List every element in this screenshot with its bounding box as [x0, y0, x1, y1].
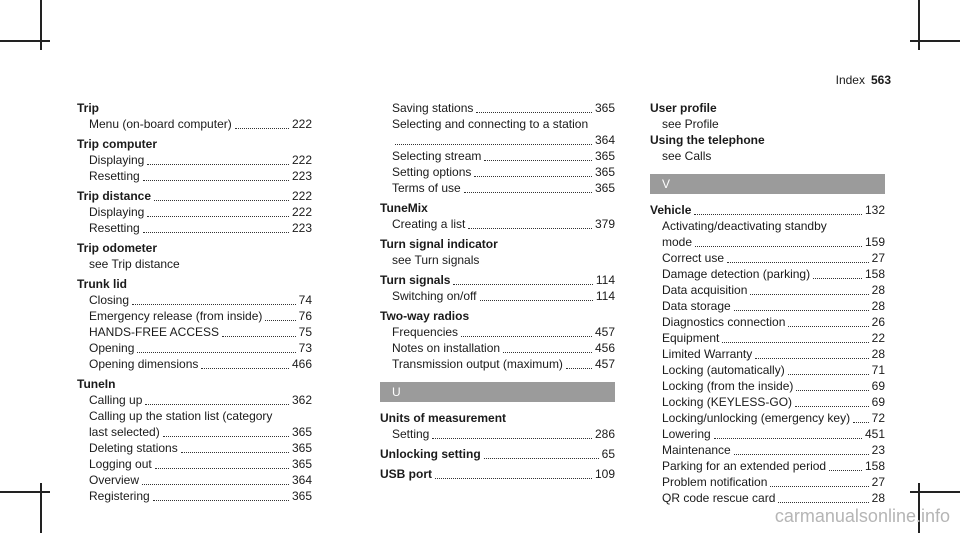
index-entry[interactable]: Resetting 223 — [89, 221, 312, 235]
index-entry[interactable]: Correct use 27 — [662, 251, 885, 265]
index-heading-entry[interactable]: Unlocking setting 65 — [380, 447, 615, 461]
index-column-2 — [380, 100, 615, 482]
index-entry[interactable]: Diagnostics connection 26 — [662, 315, 885, 329]
index-heading: Two-way radios — [380, 309, 470, 323]
header-label: Index — [835, 73, 865, 87]
index-entry[interactable]: Lowering 451 — [662, 427, 885, 441]
index-entry[interactable]: Data storage 28 — [662, 299, 885, 313]
index-entry[interactable]: Locking/unlocking (emergency key) 72 — [662, 411, 885, 425]
index-entry[interactable]: QR code rescue card 28 — [662, 491, 885, 505]
crop-mark — [40, 0, 42, 50]
index-entry[interactable]: Locking (KEYLESS-GO) 69 — [662, 395, 885, 409]
index-entry[interactable]: last selected) 365 — [89, 425, 312, 439]
index-entry[interactable]: Closing 74 — [89, 293, 312, 307]
index-heading: Trip odometer — [77, 241, 158, 255]
crop-mark — [910, 40, 960, 42]
index-heading: Units of measurement — [380, 411, 507, 425]
section-letter-u: U — [380, 382, 615, 402]
index-entry[interactable]: Limited Warranty 28 — [662, 347, 885, 361]
index-entry[interactable]: Emergency release (from inside) 76 — [89, 309, 312, 323]
index-entry[interactable]: Logging out 365 — [89, 457, 312, 471]
index-entry[interactable]: Displaying 222 — [89, 153, 312, 167]
index-entry-line: Selecting and connecting to a station — [392, 117, 589, 131]
index-entry[interactable]: Opening 73 — [89, 341, 312, 355]
index-heading-entry[interactable]: USB port 109 — [380, 467, 615, 481]
index-entry[interactable]: Saving stations 365 — [392, 101, 615, 115]
see-reference[interactable]: see Profile — [662, 117, 719, 131]
index-heading: Trunk lid — [77, 277, 128, 291]
index-entry[interactable]: 364 — [380, 132, 615, 148]
index-entry[interactable]: Locking (from the inside) 69 — [662, 379, 885, 393]
index-entry[interactable]: Terms of use 365 — [392, 181, 615, 195]
index-entry[interactable]: Locking (automatically) 71 — [662, 363, 885, 377]
index-entry[interactable]: Data acquisition 28 — [662, 283, 885, 297]
crop-mark — [910, 491, 960, 493]
index-entry[interactable]: Selecting stream 365 — [392, 149, 615, 163]
section-letter-v: V — [650, 174, 885, 194]
index-entry[interactable]: Switching on/off 114 — [392, 289, 615, 303]
index-entry[interactable]: mode 159 — [662, 235, 885, 249]
index-entry[interactable]: Calling up 362 — [89, 393, 312, 407]
index-entry[interactable]: Opening dimensions 466 — [89, 357, 312, 371]
crop-mark — [918, 0, 920, 50]
index-entry[interactable]: HANDS-FREE ACCESS 75 — [89, 325, 312, 339]
index-entry[interactable]: Problem notification 27 — [662, 475, 885, 489]
index-entry[interactable]: Maintenance 23 — [662, 443, 885, 457]
index-entry[interactable]: Overview 364 — [89, 473, 312, 487]
index-entry[interactable]: Damage detection (parking) 158 — [662, 267, 885, 281]
index-heading: TuneIn — [77, 377, 116, 391]
index-heading: Trip computer — [77, 137, 158, 151]
index-entry[interactable]: Parking for an extended period 158 — [662, 459, 885, 473]
index-heading: User profile — [650, 101, 717, 115]
crop-mark — [0, 40, 50, 42]
index-entry[interactable]: Registering 365 — [89, 489, 312, 503]
page-header — [836, 73, 891, 87]
index-entry[interactable]: Creating a list 379 — [392, 217, 615, 231]
index-heading-entry[interactable]: Trip distance 222 — [77, 189, 312, 203]
index-entry-line: Calling up the station list (category — [89, 409, 273, 423]
index-entry[interactable]: Displaying 222 — [89, 205, 312, 219]
watermark: carmanualsonline.info — [774, 506, 950, 526]
index-heading-entry[interactable]: Turn signals 114 — [380, 273, 615, 287]
see-reference[interactable]: see Turn signals — [392, 253, 480, 267]
index-entry[interactable]: Setting 286 — [392, 427, 615, 441]
index-heading-entry[interactable]: Vehicle 132 — [650, 203, 885, 217]
index-heading: TuneMix — [380, 201, 428, 215]
index-entry[interactable]: Equipment 22 — [662, 331, 885, 345]
index-entry[interactable]: Setting options 365 — [392, 165, 615, 179]
index-entry[interactable]: Notes on installation 456 — [392, 341, 615, 355]
index-heading: Using the telephone — [650, 133, 765, 147]
crop-mark — [0, 491, 50, 493]
index-heading: Turn signal indicator — [380, 237, 498, 251]
index-column-1 — [77, 100, 312, 504]
see-reference[interactable]: see Calls — [662, 149, 712, 163]
index-entry[interactable]: Resetting 223 — [89, 169, 312, 183]
index-entry[interactable]: Menu (on-board computer) 222 — [89, 117, 312, 131]
index-entry[interactable]: Frequencies 457 — [392, 325, 615, 339]
index-entry[interactable]: Transmission output (maximum) 457 — [392, 357, 615, 371]
index-entry[interactable]: Deleting stations 365 — [89, 441, 312, 455]
see-reference[interactable]: see Trip distance — [89, 257, 180, 271]
index-entry-line: Activating/deactivating standby — [662, 219, 827, 233]
page-number: 563 — [870, 73, 891, 87]
index-column-3 — [650, 100, 885, 506]
index-heading: Trip — [77, 101, 100, 115]
